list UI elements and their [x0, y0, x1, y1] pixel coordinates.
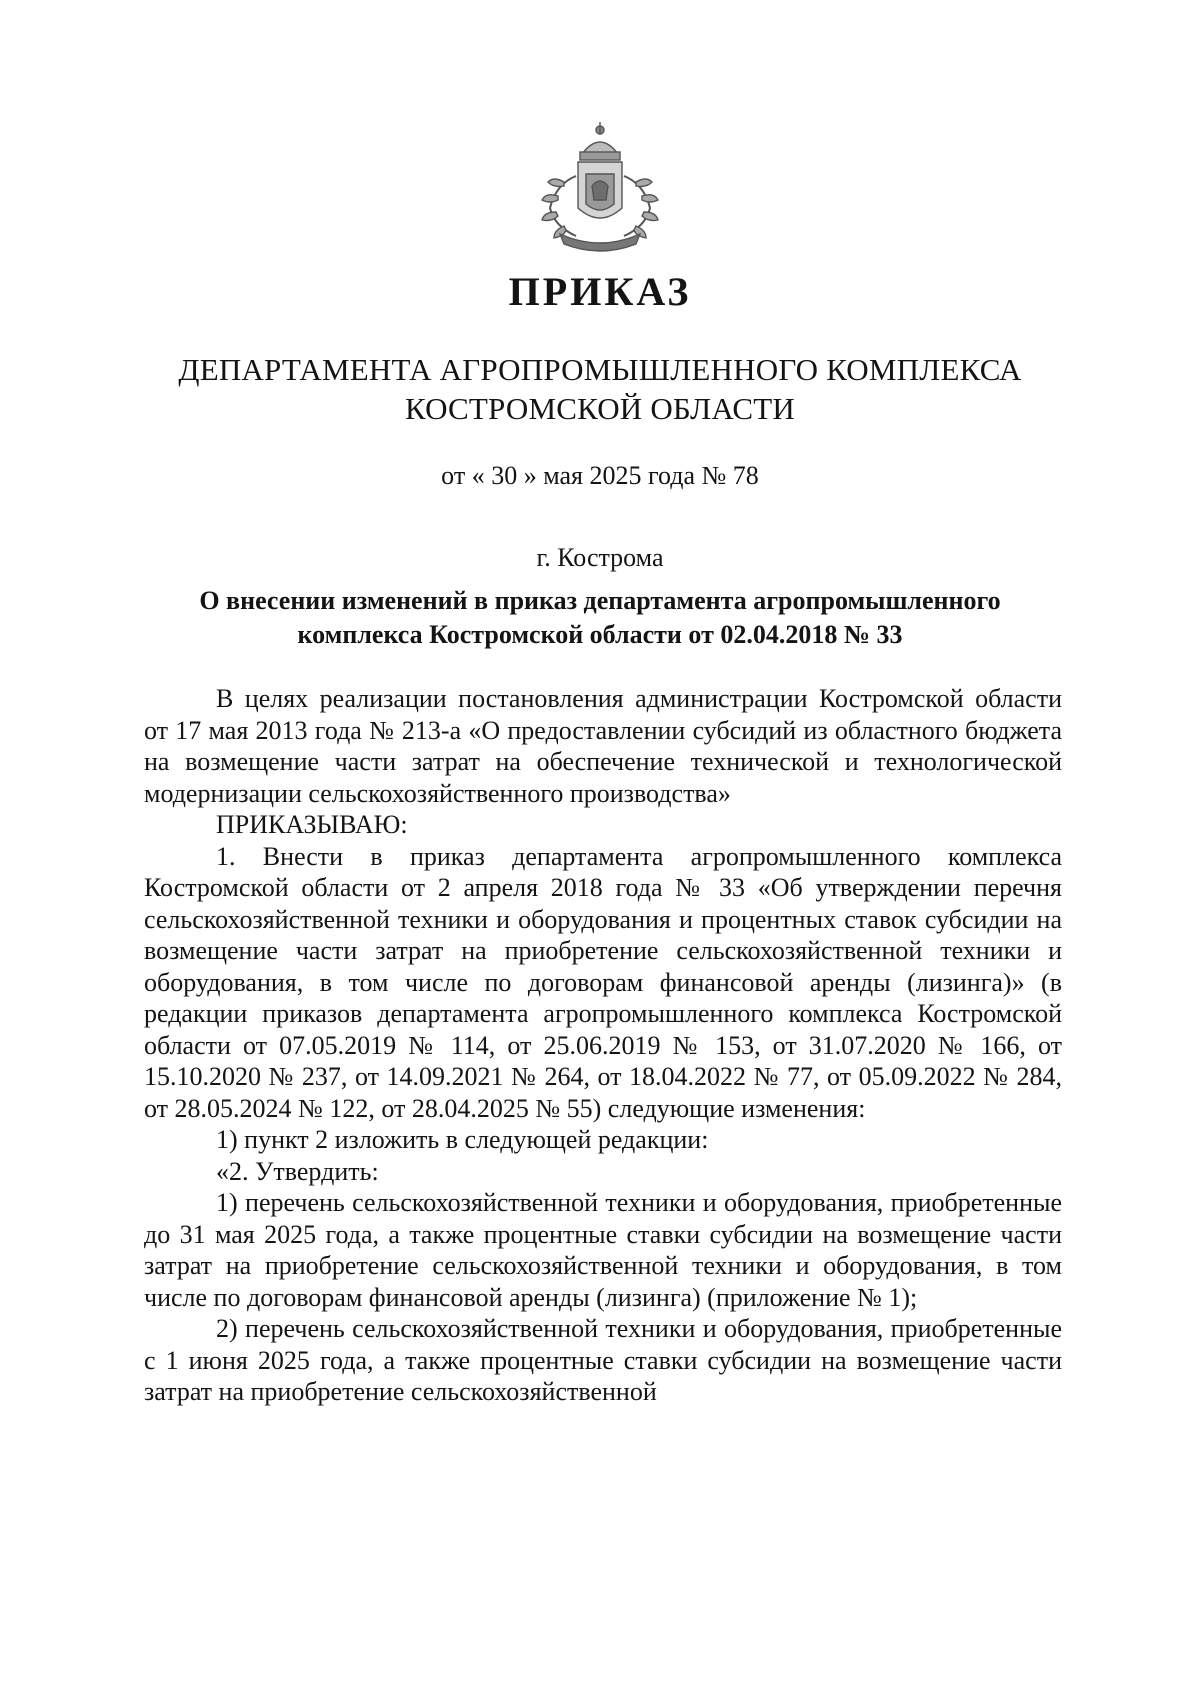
department-line: ДЕПАРТАМЕНТА АГРОПРОМЫШЛЕННОГО КОМПЛЕКСА [178, 352, 1022, 387]
list-item-1: 1) перечень сельскохозяйственной техники и оборудования, приобретенные до 31 мая 2025 года, а также процентные ставки субсидии на возмещение части затрат на приобретение сельскохозяйственной техники и оборудования, в том числе по договорам финансовой аренды (лизинга) (приложение № 1); [144, 1188, 1062, 1312]
issuing-department [0, 350, 1200, 428]
department-line: КОСТРОМСКОЙ ОБЛАСТИ [404, 391, 796, 426]
sub-item-1: 1) пункт 2 изложить в следующей редакции: [216, 1125, 709, 1154]
order-word: ПРИКАЗЫВАЮ: [216, 810, 408, 839]
coat-of-arms-icon [520, 116, 680, 256]
subject-line: О внесении изменений в приказ департамента агропромышленного [199, 586, 1001, 615]
order-subject [0, 584, 1200, 652]
list-item-2: 2) перечень сельскохозяйственной техники и оборудования, приобретенные с 1 июня 2025 года, а также процентные ставки субсидии на возмещение части затрат на приобретение сельскохозяйственной [144, 1314, 1062, 1406]
preamble-paragraph: В целях реализации постановления администрации Костромской области от 17 мая 2013 года № 213-а «О предоставлении субсидий из областного бюджета на возмещение части затрат на обеспечение технической и технологической модернизации сельскохозяйственного производства» [144, 684, 1062, 808]
subject-line: комплекса Костромской области от 02.04.2018 № 33 [297, 620, 903, 649]
city: г. Кострома [536, 543, 664, 572]
item-1-paragraph: 1. Внести в приказ департамента агропромышленного комплекса Костромской области от 2 апреля 2018 года № 33 «Об утверждении перечня сельскохозяйственной техники и оборудования и процентных ставок субсидии на возмещение части затрат на приобретение сельскохозяйственной техники и оборудования, в том числе по договорам финансовой аренды (лизинга)» (в редакции приказов департамента агропромышленного комплекса Костромской области от 07.05.2019 № 114, от 25.06.2019 № 153, от 31.07.2020 № 166, от 15.10.2020 № 237, от 14.09.2021 № 264, от 18.04.2022 № 77, от 05.09.2022 № 284, от 28.05.2024 № 122, от 28.04.2025 № 55) следующие изменения: [144, 841, 1062, 1123]
order-body [144, 683, 1062, 1408]
order-date: от « 30 » мая 2025 года № 78 [441, 461, 759, 490]
document-title: ПРИКАЗ [508, 269, 692, 314]
approve-paragraph: «2. Утвердить: [216, 1156, 379, 1186]
